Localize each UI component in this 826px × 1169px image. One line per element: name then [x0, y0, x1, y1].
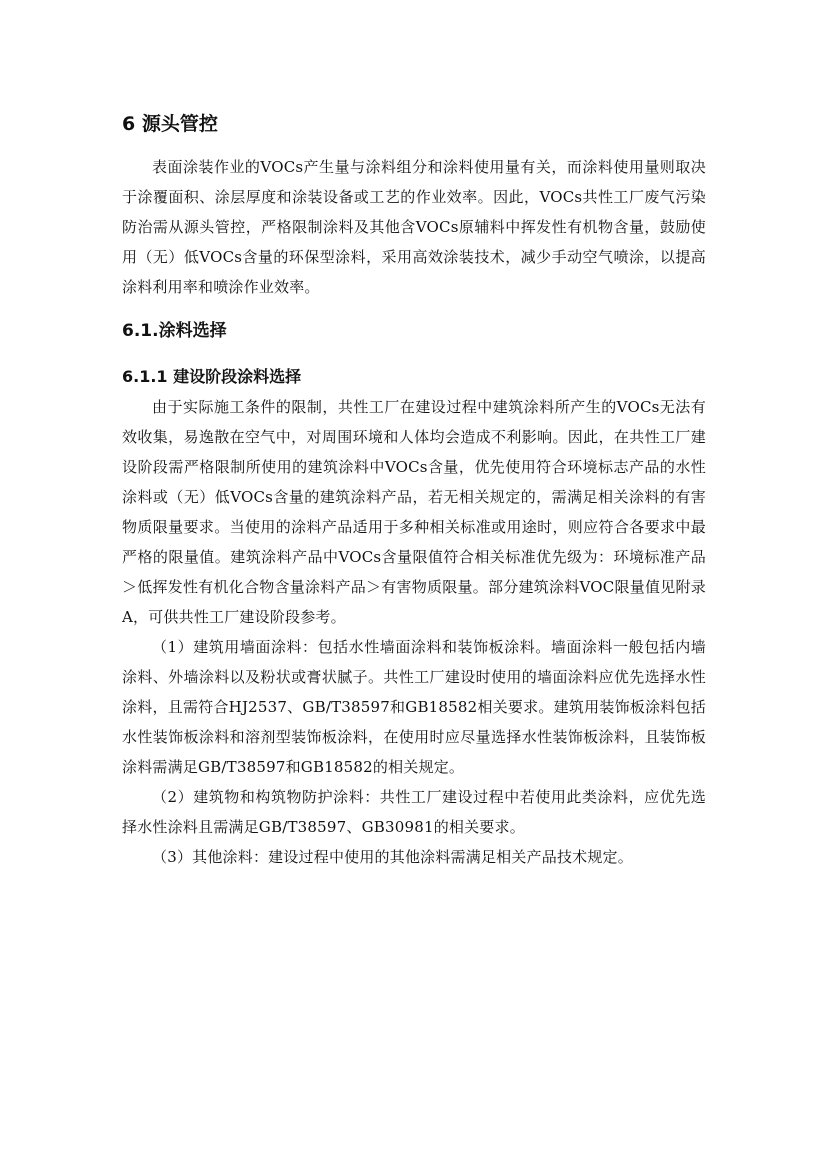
section-intro-paragraph: 表面涂装作业的VOCs产生量与涂料组分和涂料使用量有关，而涂料使用量则取决于涂覆面积、涂层厚度和涂装设备或工艺的作业效率。因此，VOCs共性工厂废气污染防治需从源头管控，严格限制涂料及其他含VOCs原辅料中挥发性有机物含量，鼓励使用（无）低VOCs含量的环保型涂料，采用高效涂装技术，减少手动空气喷涂，以提高涂料利用率和喷涂作业效率。 [122, 158, 706, 296]
subsubsection-heading: 6.1.1 建设阶段涂料选择 [122, 367, 302, 386]
body-paragraph: 由于实际施工条件的限制，共性工厂在建设过程中建筑涂料所产生的VOCs无法有效收集，易逸散在空气中，对周围环境和人体均会造成不利影响。因此，在共性工厂建设阶段需严格限制所使用的建筑涂料中VOCs含量，优先使用符合环境标志产品的水性涂料或（无）低VOCs含量的建筑涂料产品，若无相关规定的，需满足相关涂料的有害物质限量要求。当使用的涂料产品适用于多种相关标准或用途时，则应符合各要求中最严格的限量值。建筑涂料产品中VOCs含量限值符合相关标准优先级为：环境标准产品＞低挥发性有机化合物含量涂料产品＞有害物质限量。部分建筑涂料VOC限量值见附录A，可供共性工厂建设阶段参考。 [122, 398, 706, 626]
body-paragraph: （3）其他涂料：建设过程中使用的其他涂料需满足相关产品技术规定。 [152, 848, 633, 866]
body-paragraph: （1）建筑用墙面涂料：包括水性墙面涂料和装饰板涂料。墙面涂料一般包括内墙涂料、外墙涂料以及粉状或膏状腻子。共性工厂建设时使用的墙面涂料应优先选择水性涂料，且需符合HJ2537、GB/T38597和GB18582相关要求。建筑用装饰板涂料包括水性装饰板涂料和溶剂型装饰板涂料，在使用时应尽量选择水性装饰板涂料，且装饰板涂料需满足GB/T38597和GB18582的相关规定。 [122, 638, 706, 776]
body-paragraph: （2）建筑物和构筑物防护涂料：共性工厂建设过程中若使用此类涂料，应优先选择水性涂料且需满足GB/T38597、GB30981的相关要求。 [122, 788, 706, 836]
section-heading: 6 源头管控 [122, 113, 218, 135]
page-content [122, 108, 706, 872]
subsection-heading: 6.1.涂料选择 [122, 321, 227, 341]
